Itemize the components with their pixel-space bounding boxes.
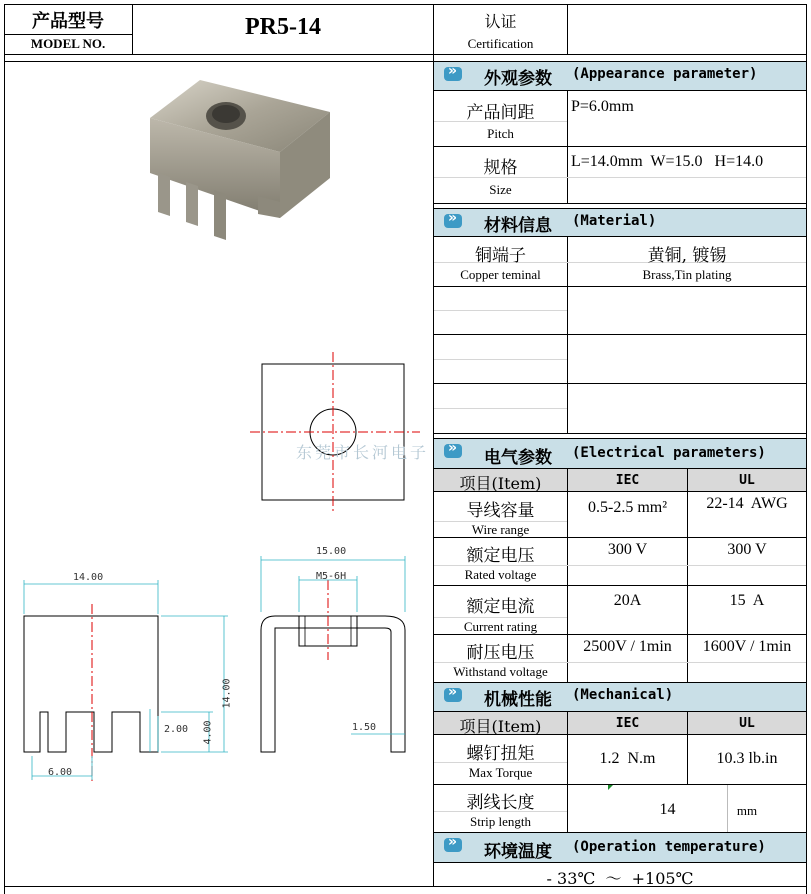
material-title-cn: 材料信息 bbox=[484, 216, 552, 236]
rule bbox=[434, 468, 806, 469]
rule bbox=[434, 334, 806, 335]
rated-voltage-cn: 额定电压 bbox=[466, 546, 535, 566]
section-electrical bbox=[434, 439, 806, 468]
torque-ul: 10.3 lb.in bbox=[716, 750, 778, 767]
rated-voltage-ul: 300 V bbox=[727, 541, 767, 558]
torque-iec: 1.2 N.m bbox=[599, 750, 656, 767]
section-appearance bbox=[434, 62, 806, 90]
withstand-voltage-cn: 耐压电压 bbox=[466, 643, 535, 663]
mechanical-title-en: (Mechanical) bbox=[572, 687, 674, 703]
appearance-title-en: (Appearance parameter) bbox=[572, 66, 758, 82]
rule bbox=[434, 433, 806, 434]
header-mid bbox=[4, 34, 132, 35]
current-rating-iec: 20A bbox=[613, 592, 642, 609]
rule bbox=[434, 146, 806, 147]
mechanical-col-item: 项目(Item) bbox=[459, 717, 542, 736]
rule bbox=[434, 90, 806, 91]
strip-length-cn: 剥线长度 bbox=[466, 793, 535, 813]
section-mechanical bbox=[434, 683, 806, 711]
front-view-drawing bbox=[18, 566, 243, 786]
torque-cn: 螺钉扭矩 bbox=[466, 744, 535, 764]
cell-marker bbox=[608, 785, 613, 790]
grid bbox=[434, 359, 567, 360]
mechanical-title-cn: 机械性能 bbox=[484, 690, 552, 710]
header-div2 bbox=[567, 4, 568, 54]
electrical-title-en: (Electrical parameters) bbox=[572, 445, 766, 461]
strip-length-value: 14 bbox=[659, 801, 676, 818]
current-rating-ul: 15 A bbox=[729, 592, 765, 609]
dim-width-front: 14.00 bbox=[73, 572, 104, 583]
withstand-voltage-en: Withstand voltage bbox=[453, 664, 548, 679]
wire-range-en: Wire range bbox=[471, 522, 530, 537]
wire-range-cn: 导线容量 bbox=[466, 501, 535, 521]
mechanical-col-ul: UL bbox=[739, 716, 755, 731]
watermark: 东莞市长河电子 bbox=[296, 443, 430, 462]
electrical-col-item: 项目(Item) bbox=[459, 474, 542, 493]
grid bbox=[434, 617, 567, 618]
temperature-title-cn: 环境温度 bbox=[484, 842, 552, 862]
dim-height: 14.00 bbox=[221, 678, 233, 709]
grid bbox=[434, 408, 567, 409]
temperature-title-en: (Operation temperature) bbox=[572, 839, 766, 855]
current-rating-en: Current rating bbox=[463, 619, 538, 634]
pitch-value: P=6.0mm bbox=[571, 98, 634, 115]
model-label-cn: 产品型号 bbox=[32, 11, 104, 32]
material-item-cn: 铜端子 bbox=[475, 246, 526, 266]
strip-length-unit: mm bbox=[736, 803, 758, 818]
pitch-label-cn: 产品间距 bbox=[466, 103, 535, 123]
material-item-en: Copper teminal bbox=[460, 267, 541, 282]
material-value-en: Brass,Tin plating bbox=[642, 267, 732, 282]
rule bbox=[434, 862, 806, 863]
dim-pitch: 6.00 bbox=[48, 767, 73, 778]
electrical-col-iec: IEC bbox=[615, 473, 640, 488]
product-photo bbox=[140, 68, 340, 248]
electrical-col-ul: UL bbox=[739, 473, 755, 488]
electrical-title-cn: 电气参数 bbox=[484, 448, 552, 468]
withstand-voltage-iec: 2500V / 1min bbox=[583, 638, 672, 655]
arrow-icon bbox=[444, 838, 462, 852]
rule bbox=[434, 286, 806, 287]
wire-range-iec: 0.5-2.5 mm² bbox=[587, 499, 667, 516]
grid bbox=[434, 310, 567, 311]
rated-voltage-en: Rated voltage bbox=[464, 567, 537, 582]
appearance-title-cn: 外观参数 bbox=[484, 69, 552, 89]
rule bbox=[434, 585, 806, 586]
size-label-en: Size bbox=[489, 182, 512, 197]
top-view-drawing bbox=[245, 350, 425, 515]
mechanical-col-iec: IEC bbox=[615, 716, 640, 731]
outer-top bbox=[4, 4, 806, 5]
cert-label-cn: 认证 bbox=[484, 12, 517, 31]
arrow-icon bbox=[444, 214, 462, 228]
rule bbox=[434, 383, 806, 384]
dim-thick: 1.50 bbox=[352, 722, 377, 733]
dim-thread: M5-6H bbox=[316, 571, 347, 582]
model-label-en: MODEL NO. bbox=[30, 36, 106, 51]
outer-left bbox=[4, 4, 5, 894]
rule bbox=[434, 784, 806, 785]
pitch-label-en: Pitch bbox=[487, 126, 514, 141]
dim-slot: 2.00 bbox=[164, 724, 189, 735]
withstand-voltage-ul: 1600V / 1min bbox=[702, 638, 792, 655]
temperature-value: - 33℃ ～ +105℃ bbox=[546, 869, 694, 888]
current-rating-cn: 额定电流 bbox=[466, 597, 535, 617]
section-material bbox=[434, 209, 806, 236]
dim-width-side: 15.00 bbox=[316, 546, 347, 557]
torque-en: Max Torque bbox=[468, 765, 533, 780]
arrow-icon bbox=[444, 688, 462, 702]
rule bbox=[434, 203, 806, 204]
size-value: L=14.0mm W=15.0 H=14.0 bbox=[571, 153, 764, 170]
strip-length-en: Strip length bbox=[469, 814, 532, 829]
arrow-icon bbox=[444, 444, 462, 458]
rule bbox=[434, 236, 806, 237]
section-temperature bbox=[434, 833, 806, 862]
dim-pin-len: 4.00 bbox=[202, 720, 214, 745]
rated-voltage-iec: 300 V bbox=[607, 541, 648, 558]
material-title-en: (Material) bbox=[572, 213, 657, 229]
model-value: PR5-14 bbox=[245, 14, 321, 40]
material-value-cn: 黄铜, 镀锡 bbox=[647, 246, 727, 266]
outer-right bbox=[806, 4, 807, 894]
header-bottom bbox=[4, 54, 807, 55]
size-label-cn: 规格 bbox=[483, 158, 518, 178]
wire-range-ul: 22-14 AWG bbox=[706, 495, 788, 512]
rule bbox=[434, 711, 806, 712]
cert-label-en: Certification bbox=[467, 36, 534, 51]
arrow-icon bbox=[444, 67, 462, 81]
